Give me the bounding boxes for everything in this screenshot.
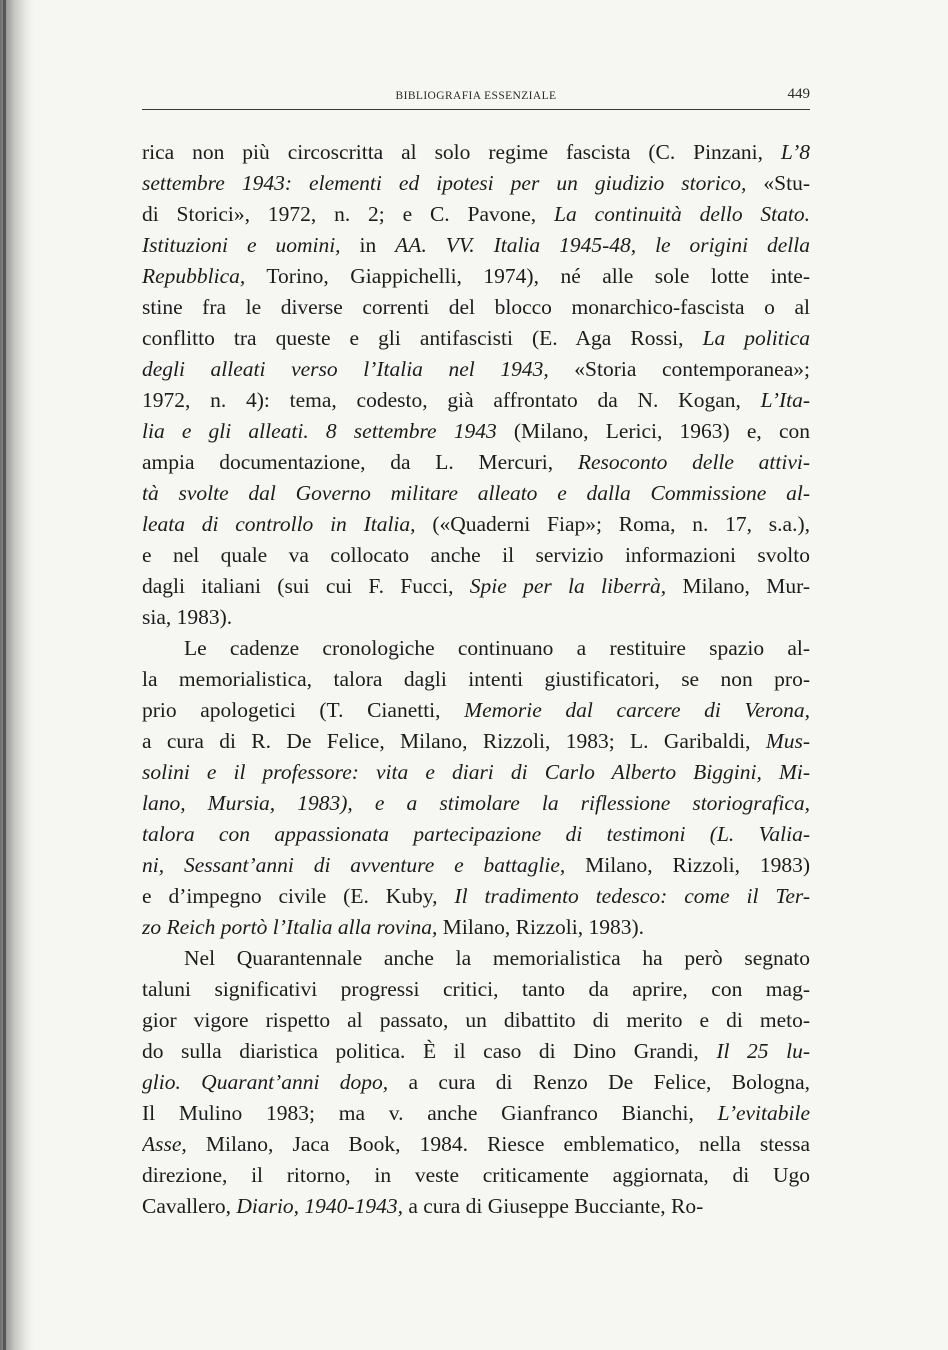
text-line xyxy=(142,1067,810,1098)
text-line xyxy=(142,168,810,199)
italic-segment: glio. Quarant’anni dopo, xyxy=(142,1070,389,1094)
running-title: BIBLIOGRAFIA ESSENZIALE xyxy=(395,90,557,102)
text-line xyxy=(142,974,810,1005)
text-line xyxy=(142,726,810,757)
page-spine-edge xyxy=(3,0,6,1350)
text-segment: «Stu- xyxy=(746,171,810,195)
text-segment: a cura di Giuseppe Bucciante, Ro- xyxy=(402,1194,704,1218)
text-line xyxy=(142,137,810,168)
text-segment: la memorialistica, talora dagli intenti giustificatori, se non pro- xyxy=(142,667,810,691)
italic-segment: Mus- xyxy=(765,729,810,753)
text-segment: sia, 1983). xyxy=(142,605,233,629)
text-line xyxy=(142,943,810,974)
italic-segment: L’Ita- xyxy=(760,388,810,412)
text-line xyxy=(142,664,810,695)
text-line xyxy=(142,1191,810,1222)
text-line xyxy=(142,1036,810,1067)
text-line xyxy=(142,416,810,447)
italic-segment: leata di controllo in Italia, xyxy=(142,512,416,536)
text-segment: Cavallero, xyxy=(142,1194,237,1218)
italic-segment: solini e il professore: vita e diari di Carlo Alberto Biggini, Mi- xyxy=(142,760,810,784)
text-segment: a cura di Renzo De Felice, Bologna, xyxy=(388,1070,810,1094)
text-line xyxy=(142,540,810,571)
text-line xyxy=(142,633,810,664)
text-segment: stine fra le diverse correnti del blocco monarchico-fascista o al xyxy=(142,295,810,319)
italic-segment: ni, Sessant’anni di avventure e battaglie, xyxy=(142,853,566,877)
text-line xyxy=(142,571,810,602)
text-segment: e d’impegno civile (E. Kuby, xyxy=(142,884,455,908)
italic-segment: Il 25 lu- xyxy=(716,1039,810,1063)
text-line xyxy=(142,1160,810,1191)
text-line xyxy=(142,912,810,943)
text-segment: «Storia contemporanea»; xyxy=(548,357,810,381)
text-segment: («Quaderni Fiap»; Roma, n. 17, s.a.), xyxy=(415,512,810,536)
text-line xyxy=(142,695,810,726)
italic-segment: Repubblica, xyxy=(142,264,246,288)
text-line xyxy=(142,354,810,385)
text-segment: Le cadenze cronologiche continuano a restituire spazio al- xyxy=(184,636,810,660)
text-segment: rica non più circoscritta al solo regime fascista (C. Pinzani, xyxy=(142,140,781,164)
text-segment: Nel Quarantennale anche la memorialistica ha però segnato xyxy=(184,946,810,970)
text-line xyxy=(142,1005,810,1036)
running-head xyxy=(142,86,810,106)
book-page xyxy=(142,0,810,1350)
italic-segment: talora con appassionata partecipazione di testimoni (L. Valia- xyxy=(142,822,810,846)
text-line xyxy=(142,478,810,509)
page-number: 449 xyxy=(787,86,810,102)
italic-segment: Diario, 1940-1943, xyxy=(236,1194,403,1218)
text-line xyxy=(142,881,810,912)
text-segment: direzione, il ritorno, in veste criticamente aggiornata, di Ugo xyxy=(142,1163,810,1187)
italic-segment: lia e gli alleati. 8 settembre 1943 xyxy=(142,419,497,443)
italic-segment: settembre 1943: elementi ed ipotesi per un giudizio storico, xyxy=(142,171,747,195)
text-line xyxy=(142,757,810,788)
text-line xyxy=(142,292,810,323)
text-line xyxy=(142,1098,810,1129)
italic-segment: Resoconto delle attivi- xyxy=(577,450,810,474)
italic-segment: Istituzioni e uomini, xyxy=(142,233,341,257)
italic-segment: Spie per la liberrà, xyxy=(469,574,667,598)
text-segment: Torino, Giappichelli, 1974), né alle sole lotte inte- xyxy=(245,264,810,288)
text-line xyxy=(142,230,810,261)
italic-segment: Memorie dal carcere di Verona, xyxy=(464,698,810,722)
text-line xyxy=(142,385,810,416)
text-segment: di Storici», 1972, n. 2; e C. Pavone, xyxy=(142,202,555,226)
text-segment: dagli italiani (sui cui F. Fucci, xyxy=(142,574,470,598)
text-segment: Milano, Rizzoli, 1983). xyxy=(437,915,645,939)
text-line xyxy=(142,602,810,633)
text-line xyxy=(142,509,810,540)
paragraph xyxy=(142,633,810,943)
italic-segment: La continuità dello Stato. xyxy=(554,202,810,226)
text-line xyxy=(142,819,810,850)
text-line xyxy=(142,261,810,292)
body-text xyxy=(142,137,810,1222)
text-line xyxy=(142,323,810,354)
text-segment: prio apologetici (T. Cianetti, xyxy=(142,698,465,722)
text-segment: in xyxy=(340,233,396,257)
text-line xyxy=(142,850,810,881)
italic-segment: lano, Mursia, 1983), e a stimolare la riflessione storiografica, xyxy=(142,791,810,815)
text-segment: Milano, Mur- xyxy=(666,574,810,598)
text-segment: a cura di R. De Felice, Milano, Rizzoli, 1983; L. Garibaldi, xyxy=(142,729,766,753)
text-segment: ampia documentazione, da L. Mercuri, xyxy=(142,450,578,474)
italic-segment: Il tradimento tedesco: come il Ter- xyxy=(454,884,810,908)
italic-segment: La politica xyxy=(702,326,810,350)
italic-segment: degli alleati verso l’Italia nel 1943, xyxy=(142,357,549,381)
text-line xyxy=(142,788,810,819)
text-segment: taluni significativi progressi critici, tanto da aprire, con mag- xyxy=(142,977,810,1001)
text-segment: gior vigore rispetto al passato, un dibattito di merito e di meto- xyxy=(142,1008,810,1032)
text-line xyxy=(142,1129,810,1160)
italic-segment: tà svolte dal Governo militare alleato e dalla Commissione al- xyxy=(142,481,810,505)
italic-segment: AA. VV. Italia 1945-48, le origini della xyxy=(395,233,810,257)
text-line xyxy=(142,199,810,230)
italic-segment: zo Reich portò l’Italia alla rovina, xyxy=(142,915,438,939)
text-line xyxy=(142,447,810,478)
text-segment: do sulla diaristica politica. È il caso di Dino Grandi, xyxy=(142,1039,717,1063)
text-segment: e nel quale va collocato anche il servizio informazioni svolto xyxy=(142,543,810,567)
text-segment: Milano, Jaca Book, 1984. Riesce emblematico, nella stessa xyxy=(186,1132,810,1156)
text-segment: conflitto tra queste e gli antifascisti (E. Aga Rossi, xyxy=(142,326,703,350)
header-rule xyxy=(142,109,810,110)
italic-segment: Asse, xyxy=(142,1132,187,1156)
paragraph xyxy=(142,137,810,633)
text-segment: (Milano, Lerici, 1963) e, con xyxy=(496,419,810,443)
paragraph xyxy=(142,943,810,1222)
text-segment: 1972, n. 4): tema, codesto, già affrontato da N. Kogan, xyxy=(142,388,761,412)
italic-segment: L’8 xyxy=(780,140,810,164)
italic-segment: L’evitabile xyxy=(717,1101,810,1125)
text-segment: Il Mulino 1983; ma v. anche Gianfranco Bianchi, xyxy=(142,1101,718,1125)
text-segment: Milano, Rizzoli, 1983) xyxy=(565,853,810,877)
